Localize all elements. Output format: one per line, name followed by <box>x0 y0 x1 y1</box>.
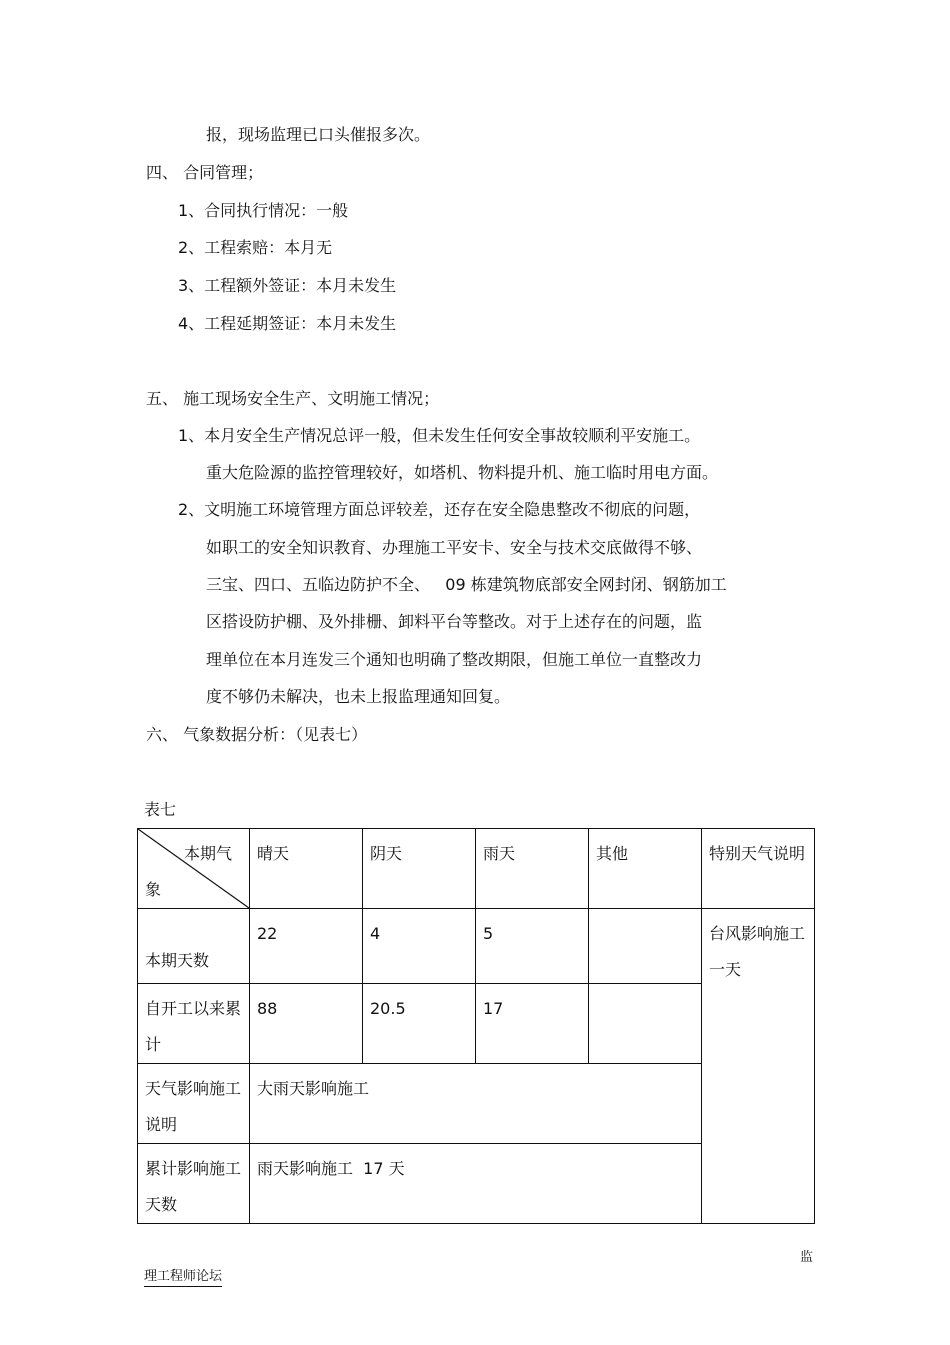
text-line: 1、本月安全生产情况总评一般，但未发生任何安全事故较顺利平安施工。 <box>178 426 701 445</box>
table-cell <box>589 984 702 1064</box>
text-line: 三宝、四口、五临边防护不全、 09 栋建筑物底部安全网封闭、钢筋加工 <box>206 575 727 594</box>
table-cell: 20.5 <box>363 984 476 1064</box>
table-cell: 4 <box>363 909 476 984</box>
table-cell: 5 <box>476 909 589 984</box>
header-cell: 特别天气说明 <box>702 829 815 909</box>
weather-table <box>137 828 815 1224</box>
text-line: 区搭设防护棚、及外排栅、卸料平台等整改。对于上述存在的问题，监 <box>206 612 703 631</box>
text-line: 度不够仍未解决，也未上报监理通知回复。 <box>206 687 511 706</box>
header-cell: 晴天 <box>250 829 363 909</box>
text-line: 理单位在本月连发三个通知也明确了整改期限，但施工单位一直整改力 <box>206 650 703 669</box>
text-line: 2、文明施工环境管理方面总评较差，还存在安全隐患整改不彻底的问题， <box>178 500 701 519</box>
text-line: 2、工程索赔：本月无 <box>178 238 333 257</box>
row-label: 天气影响施工说明 <box>138 1064 250 1144</box>
text-line: 报，现场监理已口头催报多次。 <box>206 125 431 144</box>
table-cell: 17 <box>476 984 589 1064</box>
row-label: 累计影响施工天数 <box>138 1144 250 1224</box>
footer-right-text: 监 <box>800 1250 814 1265</box>
row-label: 本期天数 <box>138 909 250 984</box>
table-caption: 表七 <box>144 800 177 819</box>
corner-bottom-label: 象 <box>145 880 162 899</box>
diagonal-line <box>138 829 249 908</box>
header-cell: 阴天 <box>363 829 476 909</box>
table-cell: 88 <box>250 984 363 1064</box>
header-cell: 雨天 <box>476 829 589 909</box>
row-label: 自开工以来累计 <box>138 984 250 1064</box>
corner-header-cell <box>138 829 250 909</box>
text-line: 如职工的安全知识教育、办理施工平安卡、安全与技术交底做得不够、 <box>206 538 703 557</box>
text-line: 3、工程额外签证：本月未发生 <box>178 276 397 295</box>
section-heading-weather: 六、 气象数据分析：（见表七） <box>146 725 368 744</box>
text-line: 4、工程延期签证：本月未发生 <box>178 314 397 333</box>
footer-left-text: 理工程师论坛 <box>144 1268 222 1287</box>
corner-top-label: 本期气 <box>183 844 232 863</box>
header-cell: 其他 <box>589 829 702 909</box>
text-line: 1、合同执行情况：一般 <box>178 201 349 220</box>
table-cell-merged: 大雨天影响施工 <box>250 1064 702 1144</box>
table-cell <box>589 909 702 984</box>
text-line: 重大危险源的监控管理较好，如塔机、物料提升机、施工临时用电方面。 <box>206 463 719 482</box>
special-weather-note: 台风影响施工一天 <box>702 909 815 1224</box>
table-cell-merged: 雨天影响施工 17 天 <box>250 1144 702 1224</box>
section-heading-safety: 五、 施工现场安全生产、文明施工情况； <box>146 389 440 408</box>
section-heading-contract: 四、 合同管理； <box>146 163 264 182</box>
table-cell: 22 <box>250 909 363 984</box>
